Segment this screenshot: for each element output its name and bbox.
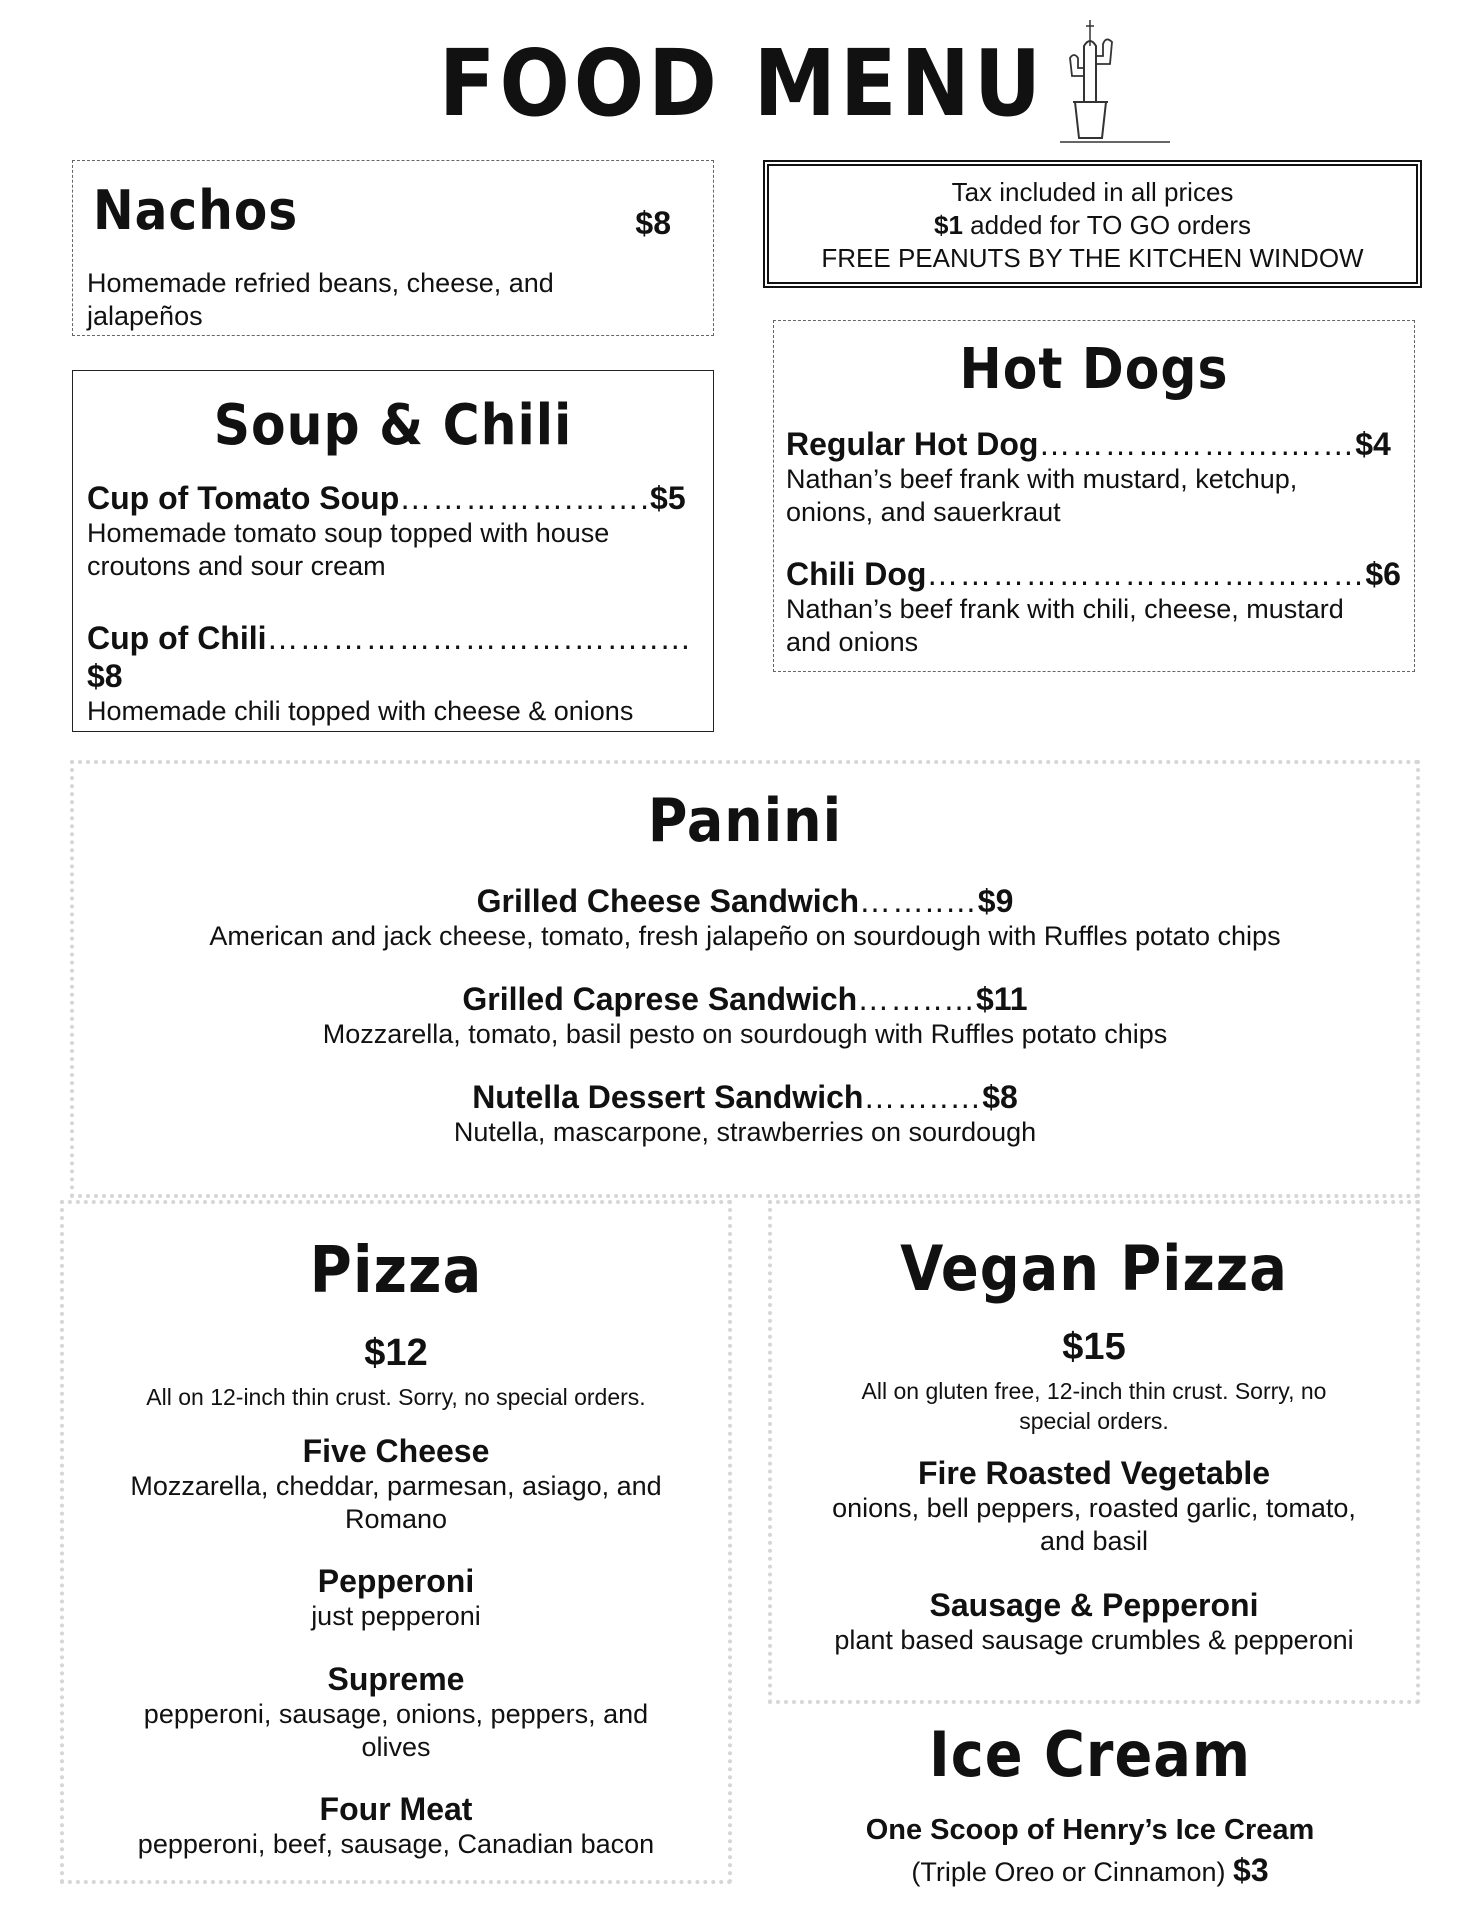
menu-item — [786, 555, 1406, 659]
nachos-price: $8 — [635, 205, 671, 241]
menu-item — [74, 1078, 1416, 1149]
item-desc: just pepperoni — [311, 1601, 481, 1631]
item-name: Nutella Dessert Sandwich — [472, 1079, 864, 1115]
item-name: Four Meat — [319, 1791, 473, 1827]
item-desc: onions, and sauerkraut — [786, 497, 1061, 527]
item-desc: and basil — [1039, 1526, 1149, 1556]
item-desc: and onions — [786, 627, 919, 657]
item-name: Supreme — [327, 1661, 465, 1697]
page-title: FOOD MENU — [438, 30, 1046, 137]
item-name: Grilled Cheese Sandwich — [476, 883, 859, 919]
item-price: $9 — [977, 883, 1014, 919]
item-name: Cup of Tomato Soup — [87, 480, 400, 516]
item-name: Sausage & Pepperoni — [929, 1587, 1259, 1623]
leader-dots: …………….……. — [399, 480, 651, 516]
leader-dots: ……..… — [863, 1079, 983, 1115]
menu-item — [786, 425, 1406, 529]
item-price: $8 — [87, 658, 123, 694]
item-desc: olives — [361, 1732, 431, 1762]
menu-item — [64, 1660, 728, 1764]
menu-item — [87, 479, 697, 583]
item-name: Pepperoni — [317, 1563, 475, 1599]
menu-item — [74, 882, 1416, 953]
item-desc: (Triple Oreo or Cinnamon) — [911, 1857, 1226, 1887]
nachos-title: Nachos — [93, 179, 299, 242]
item-price: $5 — [650, 480, 686, 516]
notice-togo — [769, 209, 1416, 242]
soup-chili-title: Soup & Chili — [213, 393, 573, 458]
desc-line: Homemade refried beans, cheese, and — [87, 268, 554, 298]
cactus-icon — [1040, 6, 1180, 146]
pizza-title: Pizza — [309, 1234, 483, 1308]
leader-dots: ……..… — [857, 981, 976, 1017]
vegan-pizza-price: $15 — [1062, 1326, 1126, 1368]
item-name: Chili Dog — [786, 556, 927, 592]
panini-section — [70, 760, 1420, 1198]
pizza-note: All on 12-inch thin crust. Sorry, no special orders. — [146, 1384, 646, 1410]
vegan-pizza-section — [768, 1200, 1420, 1704]
vegan-pizza-title: Vegan Pizza — [900, 1232, 1288, 1305]
item-desc: Homemade chili topped with cheese & onions — [87, 696, 634, 726]
item-desc: Mozzarella, cheddar, parmesan, asiago, and — [130, 1471, 662, 1501]
leader-dots: ………………………….……… — [926, 556, 1366, 592]
item-desc: Nathan’s beef frank with chili, cheese, mustard — [786, 594, 1344, 624]
menu-item — [64, 1432, 728, 1536]
menu-item — [87, 619, 697, 728]
notice-box — [763, 160, 1422, 288]
note-line: special orders. — [1019, 1408, 1169, 1434]
menu-item — [64, 1562, 728, 1633]
nachos-section — [72, 160, 714, 336]
item-desc: Romano — [344, 1504, 448, 1534]
menu-item — [772, 1454, 1416, 1558]
item-desc: Homemade tomato soup topped with house — [87, 518, 610, 548]
item-price: $11 — [975, 981, 1028, 1017]
notice-tax: Tax included in all prices — [951, 177, 1234, 207]
ice-cream-title: Ice Cream — [928, 1718, 1252, 1791]
pizza-price: $12 — [364, 1332, 428, 1374]
item-name: One Scoop of Henry’s Ice Cream — [865, 1814, 1315, 1846]
item-desc: pepperoni, beef, sausage, Canadian bacon — [137, 1829, 655, 1859]
item-desc: pepperoni, sausage, onions, peppers, and — [143, 1699, 649, 1729]
togo-text: added for TO GO orders — [962, 210, 1251, 240]
item-price: $6 — [1365, 556, 1401, 592]
panini-title: Panini — [647, 786, 843, 856]
ice-cream-item — [768, 1810, 1412, 1892]
item-desc: plant based sausage crumbles & pepperoni — [834, 1625, 1354, 1655]
notice-peanuts: FREE PEANUTS BY THE KITCHEN WINDOW — [821, 243, 1364, 273]
item-name: Fire Roasted Vegetable — [917, 1455, 1271, 1491]
item-desc: croutons and sour cream — [87, 551, 386, 581]
menu-item — [64, 1790, 728, 1861]
item-desc: Nathan’s beef frank with mustard, ketchup, — [786, 464, 1298, 494]
menu-item — [772, 1586, 1416, 1657]
hot-dogs-title: Hot Dogs — [959, 337, 1229, 402]
desc-line: jalapeños — [87, 301, 203, 331]
hot-dogs-section — [773, 320, 1415, 672]
item-desc: American and jack cheese, tomato, fresh jalapeño on sourdough with Ruffles potato chips — [209, 921, 1281, 951]
item-price: $4 — [1355, 426, 1391, 462]
note-line: All on gluten free, 12-inch thin crust. Sorry, no — [861, 1378, 1327, 1404]
item-name: Five Cheese — [302, 1433, 490, 1469]
item-name: Grilled Caprese Sandwich — [462, 981, 858, 1017]
item-price: $8 — [982, 1079, 1018, 1115]
soup-chili-section — [72, 370, 714, 732]
leader-dots: ………………….….… — [1038, 426, 1356, 462]
item-desc: Mozzarella, tomato, basil pesto on sourdough with Ruffles potato chips — [322, 1019, 1168, 1049]
menu-item — [74, 980, 1416, 1051]
leader-dots: ……………………….……..… — [266, 620, 693, 656]
nachos-description — [87, 267, 647, 333]
item-name: Cup of Chili — [87, 620, 267, 656]
item-desc: onions, bell peppers, roasted garlic, tomato, — [832, 1493, 1356, 1523]
item-name: Regular Hot Dog — [786, 426, 1039, 462]
leader-dots: ……..… — [858, 883, 978, 919]
vegan-pizza-note — [772, 1376, 1416, 1436]
item-price: $3 — [1233, 1852, 1269, 1888]
item-desc: Nutella, mascarpone, strawberries on sourdough — [453, 1117, 1037, 1147]
togo-fee: $1 — [934, 210, 963, 240]
pizza-section — [60, 1200, 732, 1884]
